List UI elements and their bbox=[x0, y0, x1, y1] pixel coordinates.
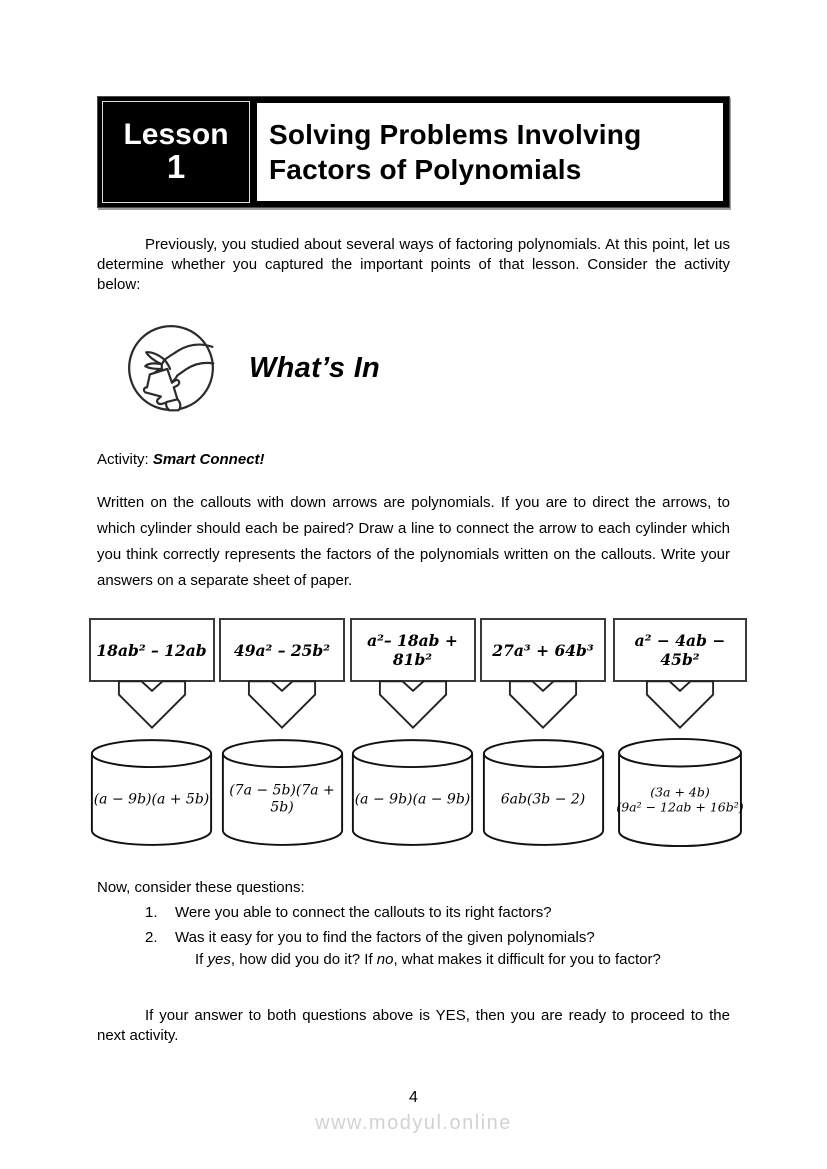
question-number: 2. bbox=[145, 929, 158, 946]
factor-cylinder bbox=[220, 736, 345, 850]
polynomial-callout: a² − 4ab − 45b² bbox=[613, 618, 747, 682]
lesson-header bbox=[97, 96, 730, 208]
question-item bbox=[97, 928, 730, 948]
intro-paragraph: Previously, you studied about several ways of factoring polynomials. At this point, let us determine whether you captured the important points of that lesson. Consider the activity below: bbox=[97, 236, 730, 293]
lesson-title-line1: Solving Problems Involving bbox=[269, 119, 642, 150]
matching-column-4 bbox=[481, 618, 606, 850]
hand-puzzle-icon bbox=[125, 322, 217, 414]
lesson-header-inner bbox=[101, 100, 726, 204]
polynomial-callout: a²– 18ab + 81b² bbox=[350, 618, 476, 682]
polynomial-callout: 27a³ + 64b³ bbox=[480, 618, 606, 682]
page-content bbox=[93, 96, 744, 1046]
lesson-title-box bbox=[254, 100, 726, 204]
question-followup: If yes, how did you do it? If no, what makes it difficult for you to factor? bbox=[195, 951, 661, 968]
down-arrow-icon bbox=[230, 680, 334, 730]
factor-cylinder bbox=[481, 736, 606, 850]
activity-name: Smart Connect! bbox=[152, 451, 265, 468]
matching-column-1 bbox=[89, 618, 214, 850]
section-heading bbox=[125, 322, 730, 414]
question-item bbox=[97, 903, 730, 923]
lesson-number-box bbox=[101, 100, 251, 204]
lesson-title-line2: Factors of Polynomials bbox=[269, 154, 582, 185]
lesson-number: 1 bbox=[166, 148, 186, 186]
question-number: 1. bbox=[145, 904, 158, 921]
down-arrow-icon bbox=[361, 680, 465, 730]
section-title: What’s In bbox=[249, 351, 381, 384]
polynomial-callout: 49a² – 25b² bbox=[219, 618, 345, 682]
factor-cylinder bbox=[350, 736, 475, 850]
matching-diagram bbox=[89, 618, 749, 850]
polynomial-callout: 18ab² – 12ab bbox=[89, 618, 215, 682]
lesson-label: Lesson bbox=[123, 117, 229, 151]
factor-text: (a − 9b)(a + 5b) bbox=[93, 791, 210, 808]
activity-line bbox=[97, 450, 730, 470]
factor-text: 6ab(3b − 2) bbox=[500, 791, 586, 808]
matching-column-5 bbox=[611, 618, 749, 850]
page-number: 4 bbox=[409, 1089, 418, 1106]
factor-text: (7a − 5b)(7a + 5b) bbox=[229, 782, 335, 816]
activity-label: Activity: bbox=[97, 451, 153, 468]
matching-column-2 bbox=[220, 618, 345, 850]
factor-text: (a − 9b)(a − 9b) bbox=[354, 791, 471, 808]
questions-list bbox=[97, 903, 730, 948]
questions-intro: Now, consider these questions: bbox=[97, 879, 305, 896]
question-text: Were you able to connect the callouts to its right factors? bbox=[175, 904, 552, 921]
closing-paragraph: If your answer to both questions above is YES, then you are ready to proceed to the next activity. bbox=[97, 1007, 730, 1044]
question-text: Was it easy for you to find the factors of the given polynomials? bbox=[175, 929, 595, 946]
matching-column-3 bbox=[350, 618, 475, 850]
factor-text: (3a + 4b) (9a² − 12ab + 16b²) bbox=[616, 784, 744, 815]
factor-cylinder bbox=[89, 736, 214, 850]
activity-instructions: Written on the callouts with down arrows are polynomials. If you are to direct the arrows, to which cylinder should each be paired? Draw a line to connect the arrow to each cylinder which you think correctly represents the factors of the polynomials written on the callouts. Write your answers on a separate sheet of paper. bbox=[97, 494, 730, 589]
down-arrow-icon bbox=[100, 680, 204, 730]
watermark: www.modyul.online bbox=[315, 1112, 512, 1134]
down-arrow-icon bbox=[491, 680, 595, 730]
down-arrow-icon bbox=[628, 680, 732, 730]
factor-cylinder bbox=[611, 736, 749, 850]
